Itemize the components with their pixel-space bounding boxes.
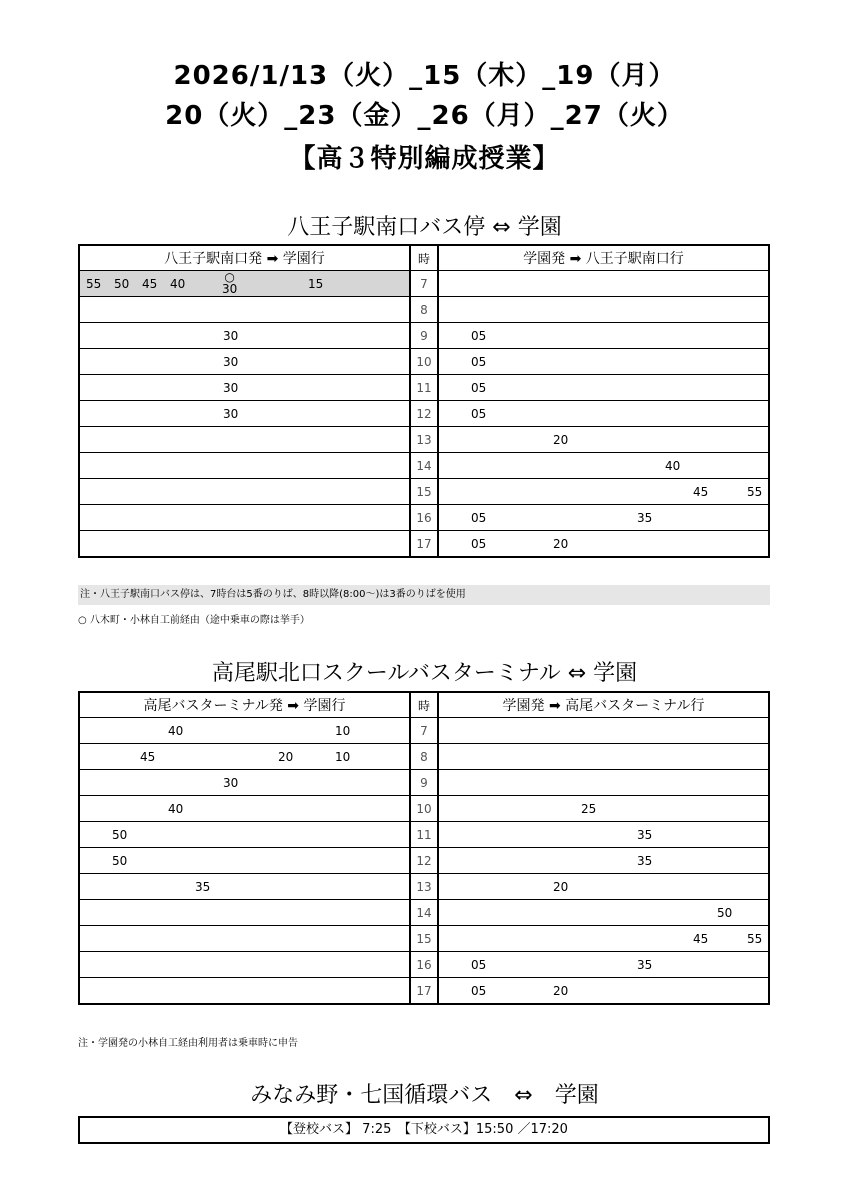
departure-time: 05 (471, 537, 487, 551)
table-row (79, 531, 769, 558)
departures-left (79, 401, 410, 427)
hour-cell: 17 (410, 531, 438, 558)
hour-cell: 8 (410, 744, 438, 770)
departures-left (79, 427, 410, 453)
departure-time: 05 (471, 381, 487, 395)
departures-right (438, 479, 769, 505)
hour-cell: 7 (410, 718, 438, 744)
table-row (79, 822, 769, 848)
hour-cell: 11 (410, 375, 438, 401)
departures-right (438, 323, 769, 349)
table-row (79, 796, 769, 822)
via-marked-departure (222, 271, 237, 295)
hachioji-note-platform: 注・八王子駅南口バス停は、7時台は5番のりば、8時以降(8:00～)は3番のりばを使用 (78, 585, 770, 605)
departures-right (438, 505, 769, 531)
table-row (79, 375, 769, 401)
schedule-subtitle: 【高３特別編成授業】 (289, 144, 560, 174)
departures-left (79, 323, 410, 349)
col-header-hour: 時 (410, 245, 438, 271)
table-row (79, 926, 769, 952)
departure-time: 05 (471, 984, 487, 998)
departures-right (438, 978, 769, 1005)
hour-cell: 13 (410, 427, 438, 453)
departure-time: 30 (223, 381, 239, 395)
departures-right (438, 349, 769, 375)
departure-time: 40 (168, 802, 184, 816)
departures-right (438, 297, 769, 323)
departure-time: 35 (195, 880, 211, 894)
table-row (79, 770, 769, 796)
departure-time: 40 (168, 724, 184, 738)
table-row (79, 401, 769, 427)
hour-cell: 9 (410, 323, 438, 349)
hour-cell: 17 (410, 978, 438, 1005)
via-circle-mark: ○ (224, 270, 235, 284)
departures-right (438, 401, 769, 427)
departure-time: 45 (140, 750, 156, 764)
departures-left (79, 848, 410, 874)
departures-left (79, 505, 410, 531)
hour-cell: 12 (410, 848, 438, 874)
departures-right (438, 848, 769, 874)
col-header-right: 学園発 ➡ 高尾バスターミナル行 (438, 692, 769, 718)
departures-left (79, 375, 410, 401)
hour-cell: 12 (410, 401, 438, 427)
departures-left (79, 744, 410, 770)
table-row (79, 479, 769, 505)
table-row (79, 848, 769, 874)
departure-time: 45 (693, 932, 709, 946)
departure-time: 25 (581, 802, 597, 816)
hour-cell: 14 (410, 453, 438, 479)
departure-time: 15 (308, 277, 324, 291)
departure-time: 40 (665, 459, 681, 473)
table-row (79, 349, 769, 375)
departures-right (438, 952, 769, 978)
departures-right (438, 718, 769, 744)
departure-time: 50 (112, 828, 128, 842)
hour-cell: 16 (410, 505, 438, 531)
hachioji-note-route: ○ 八木町・小林自工前経由（途中乗車の際は挙手） (78, 615, 310, 626)
col-header-left: 高尾バスターミナル発 ➡ 学園行 (79, 692, 410, 718)
table-row (79, 427, 769, 453)
table-row (79, 718, 769, 744)
departures-left (79, 453, 410, 479)
departure-time: 30 (222, 282, 238, 296)
hour-cell: 13 (410, 874, 438, 900)
departure-time: 30 (223, 407, 239, 421)
hour-cell: 9 (410, 770, 438, 796)
departure-time: 30 (223, 355, 239, 369)
departures-right (438, 874, 769, 900)
hachioji-timetable (78, 244, 770, 558)
hour-cell: 15 (410, 926, 438, 952)
table-row (79, 744, 769, 770)
departure-time: 05 (471, 511, 487, 525)
dates-line-2: 20（火）_23（金）_26（月）_27（火） (165, 101, 684, 131)
hour-cell: 11 (410, 822, 438, 848)
departures-left (79, 770, 410, 796)
departure-time: 55 (747, 485, 763, 499)
departures-right (438, 926, 769, 952)
departures-right (438, 770, 769, 796)
departure-time: 40 (170, 277, 186, 291)
minamino-bus-times: 【登校バス】 7:25 【下校バス】15:50 ／17:20 (78, 1116, 770, 1144)
table-row (79, 874, 769, 900)
col-header-hour: 時 (410, 692, 438, 718)
departures-right (438, 744, 769, 770)
departure-time: 50 (717, 906, 733, 920)
departure-time: 35 (637, 958, 653, 972)
departure-time: 20 (553, 880, 569, 894)
hour-cell: 15 (410, 479, 438, 505)
departures-left (79, 531, 410, 558)
departure-time: 50 (114, 277, 130, 291)
departures-left (79, 796, 410, 822)
hour-cell: 14 (410, 900, 438, 926)
departure-time: 35 (637, 828, 653, 842)
departures-left (79, 349, 410, 375)
departures-left (79, 926, 410, 952)
departures-left (79, 874, 410, 900)
minamino-section-title: みなみ野・七国循環バス ⇔ 学園 (250, 1083, 599, 1108)
departures-left (79, 271, 410, 297)
departure-time: 05 (471, 407, 487, 421)
departures-right (438, 900, 769, 926)
departure-time: 05 (471, 329, 487, 343)
table-header-row (79, 692, 769, 718)
hachioji-section-title: 八王子駅南口バス停 ⇔ 学園 (287, 215, 562, 240)
departure-time: 35 (637, 854, 653, 868)
departure-time: 20 (553, 433, 569, 447)
departure-time: 35 (637, 511, 653, 525)
departure-time: 20 (278, 750, 294, 764)
departure-time: 30 (223, 776, 239, 790)
departure-time: 55 (747, 932, 763, 946)
table-row (79, 952, 769, 978)
departures-left (79, 978, 410, 1005)
departures-right (438, 453, 769, 479)
departures-left (79, 718, 410, 744)
table-row (79, 297, 769, 323)
takao-timetable (78, 691, 770, 1005)
departures-left (79, 297, 410, 323)
departures-left (79, 822, 410, 848)
table-row (79, 900, 769, 926)
departures-right (438, 822, 769, 848)
departure-time: 20 (553, 537, 569, 551)
departures-left (79, 479, 410, 505)
takao-note: 注・学園発の小林自工経由利用者は乗車時に申告 (78, 1038, 298, 1049)
departures-right (438, 375, 769, 401)
table-row (79, 978, 769, 1005)
table-row (79, 271, 769, 297)
hour-cell: 16 (410, 952, 438, 978)
hour-cell: 10 (410, 796, 438, 822)
table-row (79, 453, 769, 479)
departures-right (438, 271, 769, 297)
departure-time: 50 (112, 854, 128, 868)
departure-time: 30 (223, 329, 239, 343)
departure-time: 45 (693, 485, 709, 499)
hour-cell: 10 (410, 349, 438, 375)
departures-right (438, 531, 769, 558)
takao-section-title: 高尾駅北口スクールバスターミナル ⇔ 学園 (211, 661, 638, 686)
table-row (79, 505, 769, 531)
col-header-left: 八王子駅南口発 ➡ 学園行 (79, 245, 410, 271)
departure-time: 05 (471, 958, 487, 972)
hour-cell: 8 (410, 297, 438, 323)
departures-left (79, 952, 410, 978)
departure-time: 20 (553, 984, 569, 998)
departures-right (438, 427, 769, 453)
hour-cell: 7 (410, 271, 438, 297)
departure-time: 10 (335, 724, 351, 738)
dates-line-1: 2026/1/13（火）_15（木）_19（月） (173, 61, 676, 91)
departures-right (438, 796, 769, 822)
col-header-right: 学園発 ➡ 八王子駅南口行 (438, 245, 769, 271)
departure-time: 45 (142, 277, 158, 291)
departures-left (79, 900, 410, 926)
table-header-row (79, 245, 769, 271)
departure-time: 10 (335, 750, 351, 764)
departure-time: 55 (86, 277, 102, 291)
departure-time: 05 (471, 355, 487, 369)
table-row (79, 323, 769, 349)
